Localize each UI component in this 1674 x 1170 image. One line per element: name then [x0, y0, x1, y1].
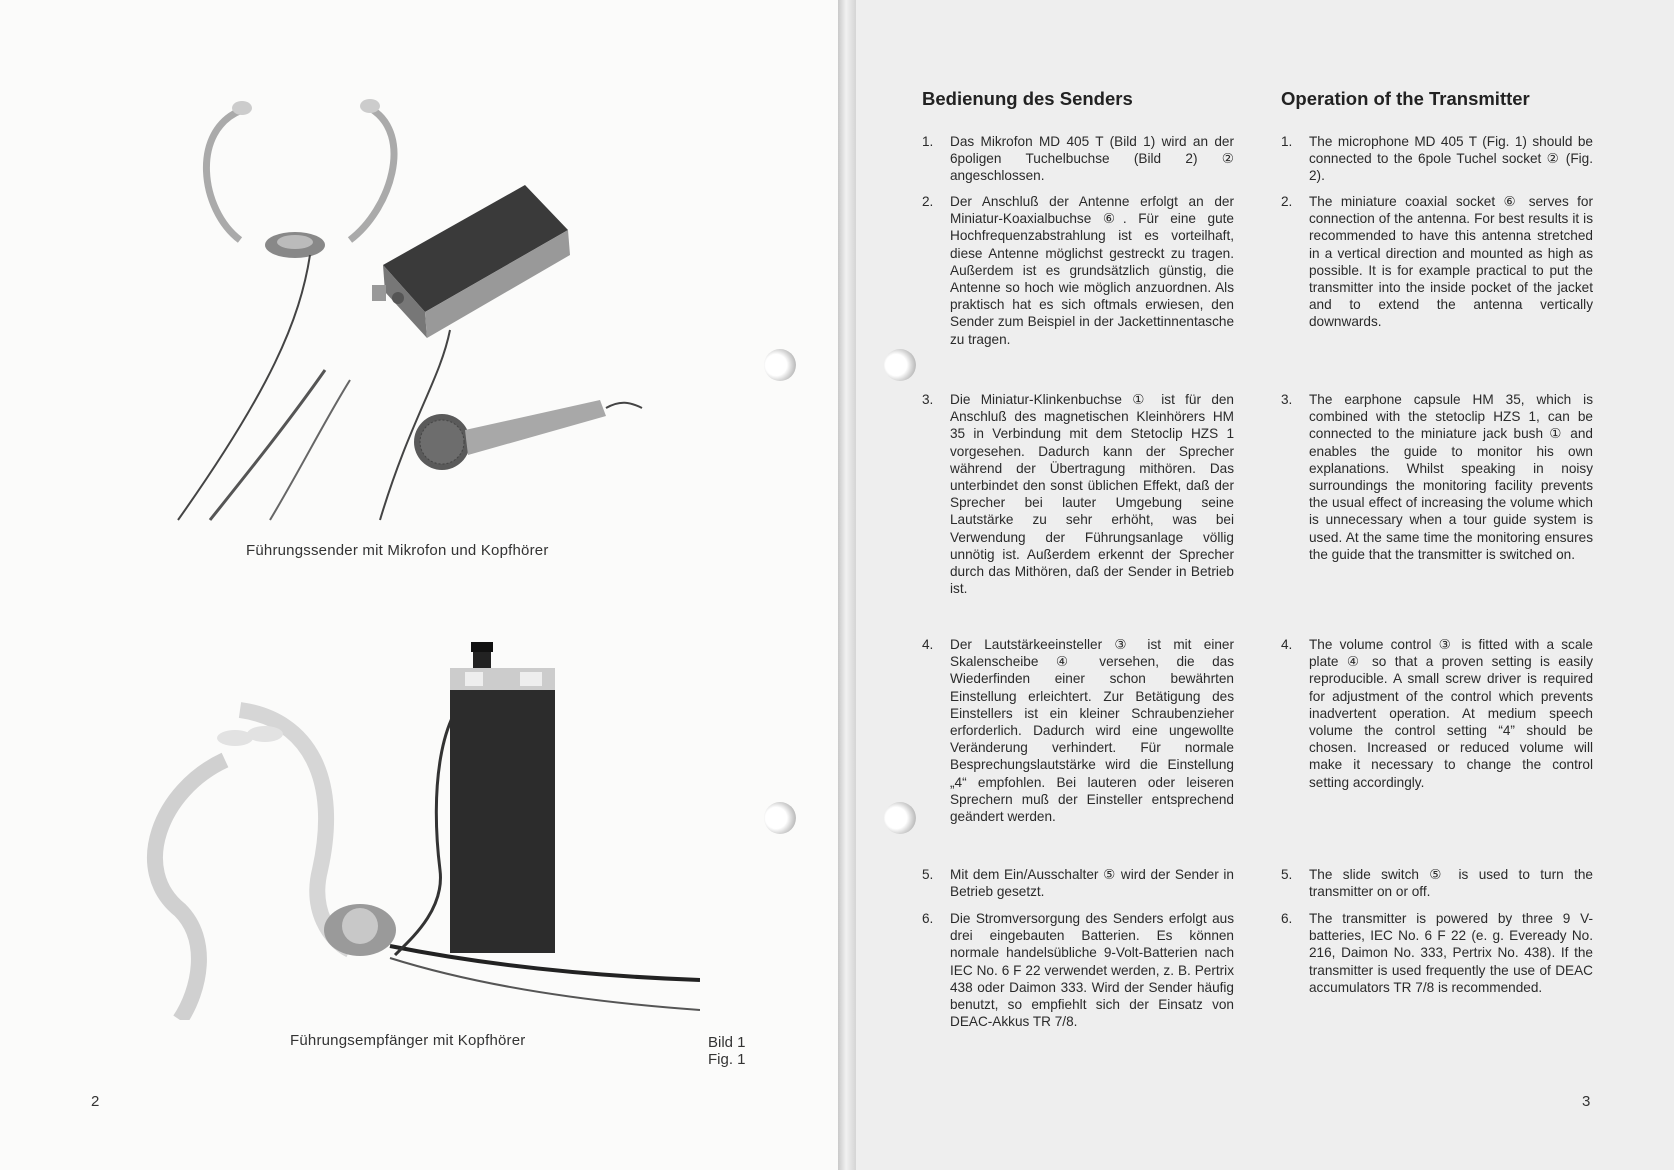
german-item-number: 1. [922, 134, 934, 149]
receiver-caption: Führungsempfänger mit Kopfhörer [290, 1032, 526, 1049]
transmitter-photo [150, 90, 690, 530]
german-column [922, 88, 1234, 1030]
german-item-number: 3. [922, 392, 934, 407]
german-item-text: Mit dem Ein/Ausschalter ⑤ wird der Sender in Betrieb gesetzt. [950, 867, 1234, 900]
german-item-number: 2. [922, 194, 934, 209]
english-item-number: 3. [1281, 392, 1293, 407]
german-heading: Bedienung des Senders [922, 88, 1133, 109]
english-item-text: The volume control ③ is fitted with a scale plate ④ so that a proven setting is easily reproducible. A small screw driver is required for adjustment of the control which prevents inadvertent operation. At medium speech volume the control setting “4” should be chosen. Increased or reduced volume will make it necessary to change the control setting accordingly. [1309, 637, 1593, 790]
transmitter-caption: Führungssender mit Mikrofon und Kopfhörer [246, 542, 549, 559]
english-item-text: The slide switch ⑤ is used to turn the transmitter on or off. [1309, 867, 1593, 900]
german-item-text: Die Stromversorgung des Senders erfolgt aus drei eingebauten Batterien. Es können normale handelsübliche 9-Volt-Batterien nach IEC No. 6 F 22 verwendet werden, z. B. Pertrix 438 oder Daimon 333. Wird der Sender häufig benutzt, so empfiehlt sich der Einsatz von DEAC-Akkus TR 7/8. [950, 911, 1234, 1030]
english-item-text: The miniature coaxial socket ⑥ serves for connection of the antenna. For best results it is recommended to have this antenna stretched in a vertical direction and mounted as high as possible. It is for example practical to put the transmitter into the inside pocket of the jacket and to extend the antenna vertically downwards. [1309, 194, 1593, 330]
punch-hole-left-bottom [764, 802, 796, 834]
punch-hole-right-bottom [884, 802, 916, 834]
english-item-number: 5. [1281, 867, 1293, 882]
english-item-number: 2. [1281, 194, 1293, 209]
punch-hole-left-top [764, 349, 796, 381]
english-column [1281, 88, 1593, 995]
english-item-number: 6. [1281, 911, 1293, 926]
english-item-text: The transmitter is powered by three 9 V-batteries, IEC No. 6 F 22 (e. g. Eveready No. 216, Daimon No. 333, Pertrix No. 438). If the transmitter is used frequently the use of DEAC accumulators TR 7/8 is recommended. [1309, 911, 1593, 995]
english-heading: Operation of the Transmitter [1281, 88, 1530, 109]
page-number-right: 3 [1582, 1093, 1591, 1110]
german-item-number: 6. [922, 911, 934, 926]
book-gutter [838, 0, 856, 1170]
german-item-number: 4. [922, 637, 934, 652]
punch-hole-right-top [884, 349, 916, 381]
german-item-text: Das Mikrofon MD 405 T (Bild 1) wird an der 6poligen Tuchelbuchse (Bild 2) ② angeschlossen. [950, 134, 1234, 184]
receiver-illustration [140, 610, 700, 1020]
german-item-number: 5. [922, 867, 934, 882]
figure-label-en: Fig. 1 [708, 1051, 746, 1068]
german-item-text: Der Anschluß der Antenne erfolgt an der Miniatur-Koaxialbuchse ⑥. Für eine gute Hochfrequenzabstrahlung ist es vorteilhaft, diese Antenne möglichst gestreckt zu tragen. Außerdem ist es grundsätzlich günstig, die Antenne so hoch wie möglich anzuordnen. Als praktisch hat es sich oftmals erwiesen, den Sender zum Beispiel in der Jackettinnentasche zu tragen. [950, 194, 1234, 347]
english-item-number: 1. [1281, 134, 1293, 149]
receiver-photo [140, 610, 700, 1020]
transmitter-illustration [150, 90, 690, 530]
english-item-text: The earphone capsule HM 35, which is combined with the stetoclip HZS 1, can be connected to the miniature jack bush ① and enables the guide to monitor his own explanations. Whilst speaking in noisy surroundings the monitoring facility prevents the usual effect of increasing the volume which is unnecessary when a tour guide system is used. At the same time the monitoring ensures the guide that the transmitter is switched on. [1309, 392, 1593, 562]
figure-label-de: Bild 1 [708, 1034, 746, 1051]
english-item-text: The microphone MD 405 T (Fig. 1) should be connected to the 6pole Tuchel socket ② (Fig. 2). [1309, 134, 1593, 184]
page-number-left: 2 [91, 1093, 100, 1110]
german-item-text: Der Lautstärkeeinsteller ③ ist mit einer Skalenscheibe ④ versehen, die das Wiederfinden einer schon bewährten Einstellung erleichtert. Zur Betätigung des Einstellers ist ein kleiner Schraubenzieher erforderlich. Dadurch wird eine ungewollte Veränderung verhindert. Für normale Besprechungslautstärke wird die Einstellung „4“ empfohlen. Bei lauteren oder leiseren Sprechern muß der Einsteller entsprechend geändert werden. [950, 637, 1234, 825]
english-item-number: 4. [1281, 637, 1293, 652]
german-item-text: Die Miniatur-Klinkenbuchse ① ist für den Anschluß des magnetischen Kleinhörers HM 35 in Verbindung mit dem Stetoclip HZS 1 vorgesehen. Dadurch kann der Sprecher während der Übertragung mithören. Das unterbindet den sonst üblichen Effekt, daß der Sprecher bei lauter Umgebung seine Lautstärke zu sehr erhöht, was bei Verwendung der Führungsanlage völlig unnötig ist. Außerdem erkennt der Sprecher durch das Mithören, daß der Sender in Betrieb ist. [950, 392, 1234, 597]
